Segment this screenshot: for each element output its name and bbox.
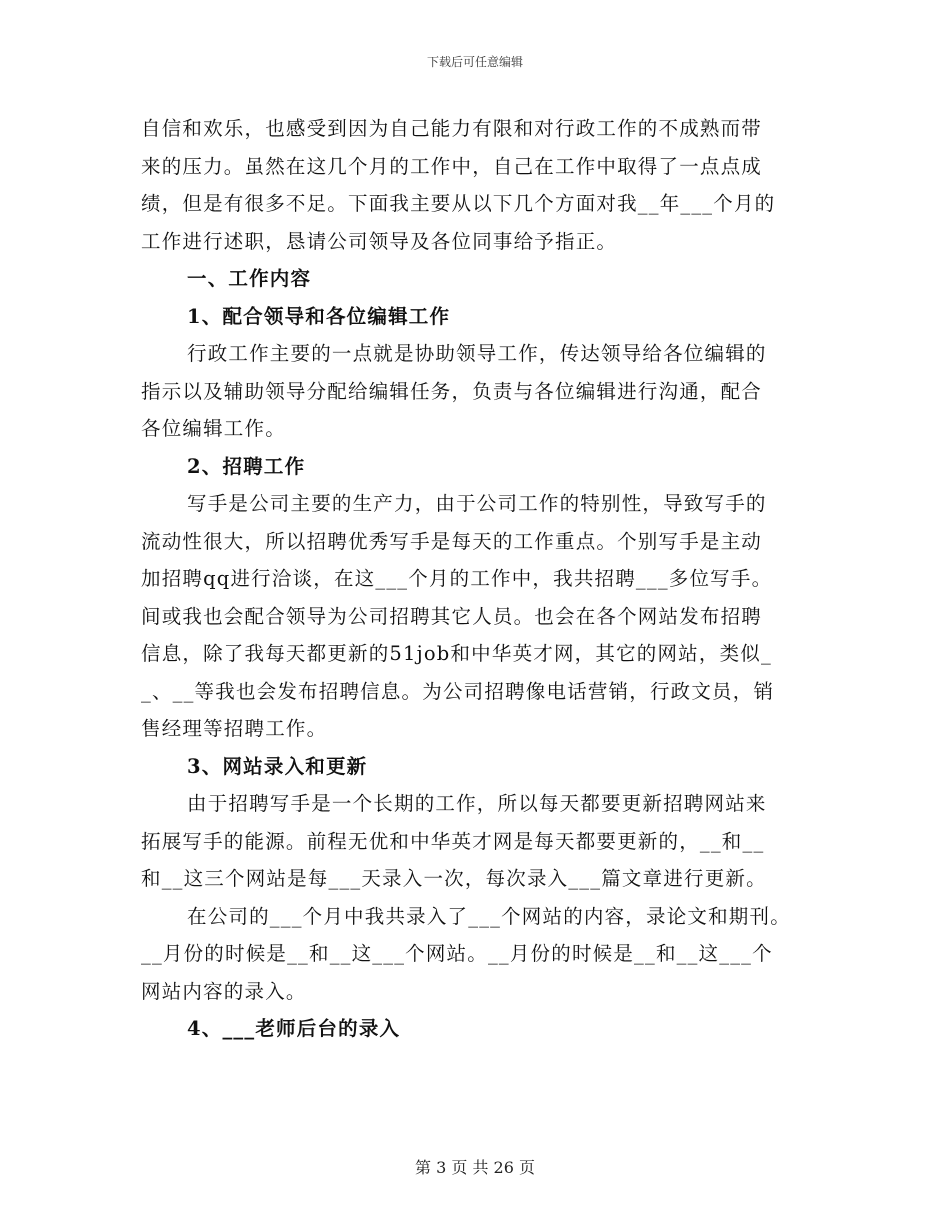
text-line: 信息，除了我每天都更新的51job和中华英才网，其它的网站，类似_ — [141, 642, 772, 665]
text-line: 各位编辑工作。 — [141, 417, 286, 440]
section-heading: 1、配合领导和各位编辑工作 — [187, 304, 451, 328]
text-line: 由于招聘写手是一个长期的工作，所以每天都要更新招聘网站来 — [187, 792, 767, 815]
text-line: 售经理等招聘工作。 — [141, 717, 328, 740]
text-line: 加招聘qq进行洽谈，在这___个月的工作中，我共招聘___多位写手。 — [141, 567, 773, 590]
section-heading: 2、招聘工作 — [187, 454, 306, 478]
text-line: 工作进行述职，恳请公司领导及各位同事给予指正。 — [141, 229, 618, 253]
text-line: 流动性很大，所以招聘优秀写手是每天的工作重点。个别写手是主动 — [141, 529, 763, 553]
text-line: 自信和欢乐，也感受到因为自己能力有限和对行政工作的不成熟而带 — [141, 117, 763, 140]
text-line: 在公司的___个月中我共录入了___个网站的内容，录论文和期刊。 — [187, 904, 791, 928]
text-line: 来的压力。虽然在这几个月的工作中，自己在工作中取得了一点点成 — [141, 154, 763, 178]
text-line: __月份的时候是__和__这___个网站。__月份的时候是__和__这___个 — [141, 942, 773, 965]
text-line: _、__等我也会发布招聘信息。为公司招聘像电话营销，行政文员，销 — [141, 679, 775, 703]
page-header-note: 下载后可任意编辑 — [426, 55, 523, 69]
text-line: 写手是公司主要的生产力，由于公司工作的特别性，导致写手的 — [187, 492, 767, 515]
text-line: 间或我也会配合领导为公司招聘其它人员。也会在各个网站发布招聘 — [141, 604, 763, 628]
section-heading: 4、___老师后台的录入 — [187, 1017, 401, 1040]
document-body — [141, 110, 809, 1048]
text-line: 拓展写手的能源。前程无优和中华英才网是每天都要更新的，__和__ — [141, 829, 765, 853]
page-number: 第 3 页 共 26 页 — [415, 1158, 535, 1177]
text-line: 和__这三个网站是每___天录入一次，每次录入___篇文章进行更新。 — [141, 867, 767, 890]
section-heading: 3、网站录入和更新 — [187, 754, 368, 778]
text-line: 指示以及辅助领导分配给编辑任务，负责与各位编辑进行沟通，配合 — [141, 379, 763, 403]
text-line: 行政工作主要的一点就是协助领导工作，传达领导给各位编辑的 — [187, 342, 767, 365]
section-heading: 一、工作内容 — [187, 267, 312, 290]
text-line: 网站内容的录入。 — [141, 979, 307, 1003]
text-line: 绩，但是有很多不足。下面我主要从以下几个方面对我__年___个月的 — [141, 192, 776, 215]
